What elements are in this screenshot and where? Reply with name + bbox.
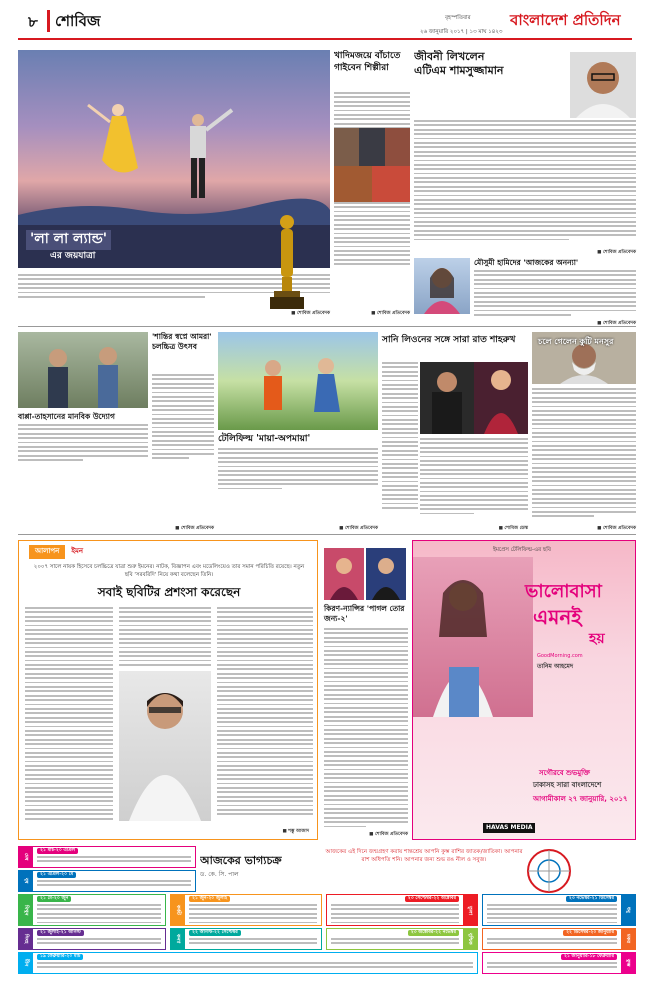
shahrukh-photo: [420, 362, 474, 434]
khadimjoy-credit: ■ শোবিজ প্রতিবেদক: [371, 311, 410, 316]
zodiac-sign-name: বৃশ্চিক: [463, 929, 477, 949]
zodiac-date-range: ২৩ নভেম্বর-২১ ডিসেম্বর: [566, 896, 617, 902]
biography-credit: ■ শোবিজ প্রতিবেদক: [597, 250, 636, 255]
zodiac-sign-name: বৃষ: [19, 871, 33, 891]
horoscope-box: [18, 870, 196, 892]
zodiac-sign-name: ধনু: [621, 895, 635, 925]
ad-top-label: ইমপ্রেস টেলিফিল্ম-এর ছবি: [493, 547, 551, 553]
khadimjoy-headline: খাদিমজয়ে বাঁচাতে গাইবেন শিল্পীরা: [334, 51, 401, 73]
ad-venue: ঢাকাসহ সারা বাংলাদেশে: [533, 781, 602, 789]
interview-tag: [29, 545, 89, 559]
lalaland-subtitle: এর জয়যাত্রা: [46, 250, 99, 263]
zodiac-sign-name: কুম্ভ: [621, 953, 635, 973]
mousumi-headline: মৌসুমী হামিদের 'আজকের অনন্যা': [474, 258, 579, 267]
sunny-headline: সানি লিওনের সঙ্গে সারা রাত শাহরুখ: [382, 335, 516, 345]
interview-tag-label: আলাপন: [29, 545, 65, 559]
ad-couple-photo: [413, 557, 533, 717]
zodiac-date-range: ২২ আগস্ট-২২ সেপ্টেম্বর: [189, 930, 241, 936]
kiran-headline: কিরণ-ন্যান্সির 'পাগল তোর জন্য-২': [324, 604, 405, 623]
kiran-body: [324, 628, 408, 838]
mousumi-article: [474, 258, 636, 320]
bappa-credit: ■ শোবিজ প্রতিবেদক: [175, 526, 214, 531]
sunny-body-2: [420, 438, 528, 522]
horoscope-box: [18, 952, 478, 974]
interview-name: ইমন: [65, 545, 89, 559]
bappa-body: [18, 424, 148, 464]
zodiac-date-range: ২১ মে-২০ জুন: [37, 896, 71, 902]
zodiac-date-range: ২২ ডিসেম্বর-২০ জানুয়ারি: [563, 930, 617, 936]
lalaland-title: 'লা লা ল্যান্ড': [26, 230, 111, 250]
sunny-body: [382, 362, 418, 522]
telefilm-headline: টেলিফিল্ম 'মায়া-অপমায়া': [218, 434, 311, 444]
section-title: শোবিজ: [55, 12, 101, 30]
shanti-headline: 'শান্তির স্বপ্নে আমরা' চলচ্চিত্র উৎসব: [152, 332, 212, 351]
kutimansur-credit: ■ শোবিজ প্রতিবেদক: [597, 526, 636, 531]
horoscope-box: [482, 928, 636, 950]
zodiac-date-range: ২৩ অক্টোবর-২২ নভেম্বর: [408, 930, 459, 936]
biography-headline: জীবনী লিখলেন: [414, 50, 485, 63]
interview-col2: [119, 607, 211, 668]
interview-byline: ■ শম্ভু আজাদ: [282, 829, 309, 834]
interview-section: [18, 540, 318, 840]
kiran-photo: [324, 548, 364, 600]
horoscope-box: [326, 894, 478, 926]
kiran-credit: ■ শোবিজ প্রতিবেদক: [369, 832, 408, 837]
section-divider: [47, 10, 50, 32]
mousumi-credit: ■ শোবিজ প্রতিবেদক: [597, 321, 636, 326]
ad-date: আগামীকাল ২৭ জানুয়ারি, ২০১৭: [533, 795, 628, 803]
zodiac-date-range: ২১ জুন-২০ জুলাই: [189, 896, 230, 902]
ad-title-2: এমনই: [533, 605, 582, 629]
horoscope-box: [18, 894, 166, 926]
lalaland-credit: ■ শোবিজ প্রতিবেদক: [291, 311, 330, 316]
horoscope-box: [170, 928, 322, 950]
sunny-credit: ■ শোবিজ ডেস্ক: [498, 526, 528, 531]
horoscope-box: [326, 928, 478, 950]
atm-portrait: [570, 52, 636, 118]
khadimjoy-singers-photo: [334, 128, 410, 166]
movie-ad: [412, 540, 636, 840]
zodiac-sign-name: তুলা: [463, 895, 477, 925]
zodiac-date-range: ২৩ সেপ্টেম্বর-২২ অক্টোবর: [405, 896, 459, 902]
masthead: [0, 0, 650, 44]
zodiac-sign-name: কর্কট: [171, 895, 185, 925]
masthead-rule: [18, 38, 632, 40]
sunny-photo: [474, 362, 528, 434]
zodiac-date-range: ২১ এপ্রিল-২০ মে: [37, 872, 76, 878]
interview-intro: ২০০৭ সালে নায়ক হিসেবে চলচ্চিত্রে যাত্রা শুরু ইমনের। নাটক, বিজ্ঞাপন এবং মডেলিংয়েও তার সমান পরিচিতি রয়েছে। নতুন ছবি 'সরবরিদি' নিয়ে কথা বলেছেন তিনি।: [33, 564, 305, 578]
zodiac-date-range: ২১ জানুয়ারি-১৮ ফেব্রুয়ারি: [561, 954, 617, 960]
interview-col1: [25, 607, 113, 822]
zodiac-sign-name: সিংহ: [19, 929, 33, 949]
ad-small: GoodMorning.com: [537, 653, 583, 659]
zodiac-sign-name: মিথুন: [19, 895, 33, 925]
horoscope-box: [18, 846, 196, 868]
horoscope-box: [18, 928, 166, 950]
telefilm-credit: ■ শোবিজ প্রতিবেদক: [339, 526, 378, 531]
zodiac-grid: [18, 846, 636, 976]
interview-col3: [217, 607, 313, 818]
horoscope-box: [482, 952, 636, 974]
emon-photo: [119, 671, 211, 821]
ad-sponsor: HAVAS MEDIA: [483, 823, 535, 833]
khadimjoy-singers-photo-2: [334, 166, 410, 202]
horoscope-title: আজকের ভাগ্যচক্র: [200, 854, 282, 867]
telefilm-body: [218, 448, 378, 492]
ad-director: তানিম আহমেদ: [537, 663, 574, 670]
ad-title-1: ভালোবাসা: [525, 581, 602, 602]
masthead-day: বৃহস্পতিবার: [445, 15, 471, 21]
biography-body: [414, 120, 636, 248]
page-number: ৮: [28, 13, 38, 31]
kutimansur-box: [532, 332, 636, 532]
horoscope-box: [170, 894, 322, 926]
paper-logo: বাংলাদেশ প্রতিদিন: [510, 11, 621, 29]
horoscope-author: ড. কে. সি. পাল: [200, 870, 239, 878]
interview-headline: সবাই ছবিটির প্রশংসা করেছেন: [97, 585, 241, 599]
zodiac-sign-name: মকর: [621, 929, 635, 949]
ad-release: সগৌরবে শুভমুক্তি: [539, 769, 590, 777]
oscar-statue: [252, 210, 322, 315]
shanti-article: [152, 332, 214, 462]
bappa-tahsan-photo: [18, 332, 148, 408]
nancy-photo: [366, 548, 406, 600]
zodiac-sign-name: মেষ: [19, 847, 33, 867]
ad-title-3: হয়: [589, 631, 605, 647]
telefilm-photo: [218, 332, 378, 430]
biography-header: [414, 50, 572, 102]
horoscope-box: [482, 894, 636, 926]
zodiac-sign-name: মীন: [19, 953, 33, 973]
masthead-date: ২৬ জানুয়ারি ২০১৭ | ১৩ মাঘ ১৪২৩: [420, 29, 503, 35]
kutimansur-headline: চলে গেলেন কুটি মনসুর: [538, 336, 614, 346]
zodiac-date-range: ২১ জুলাই-২১ আগস্ট: [37, 930, 84, 936]
horoscope-intro: আজকের এই দিনে জন্মগ্রহণ করায় শান্তশ্রেয় আপনি কুম্ভ রাশির জাতক/জাতিকা। আপনার রাশ অধিপতি শনি। আপনার জন্য শুভ রঙ নীল ও সবুজ।: [325, 849, 523, 863]
zodiac-date-range: ১৯ ফেব্রুয়ারি-২০ মার্চ: [37, 954, 83, 960]
zodiac-date-range: ২১ মার্চ-২০ এপ্রিল: [37, 848, 78, 854]
biography-subtitle: এটিএম শামসুজ্জামান: [414, 64, 504, 77]
zodiac-sign-name: কন্যা: [171, 929, 185, 949]
mousumi-photo: [414, 258, 470, 314]
horoscope-section: [18, 846, 636, 976]
bappa-headline: বাপ্পা-তাহসানের মানবিক উদ্যোগ: [18, 412, 115, 421]
